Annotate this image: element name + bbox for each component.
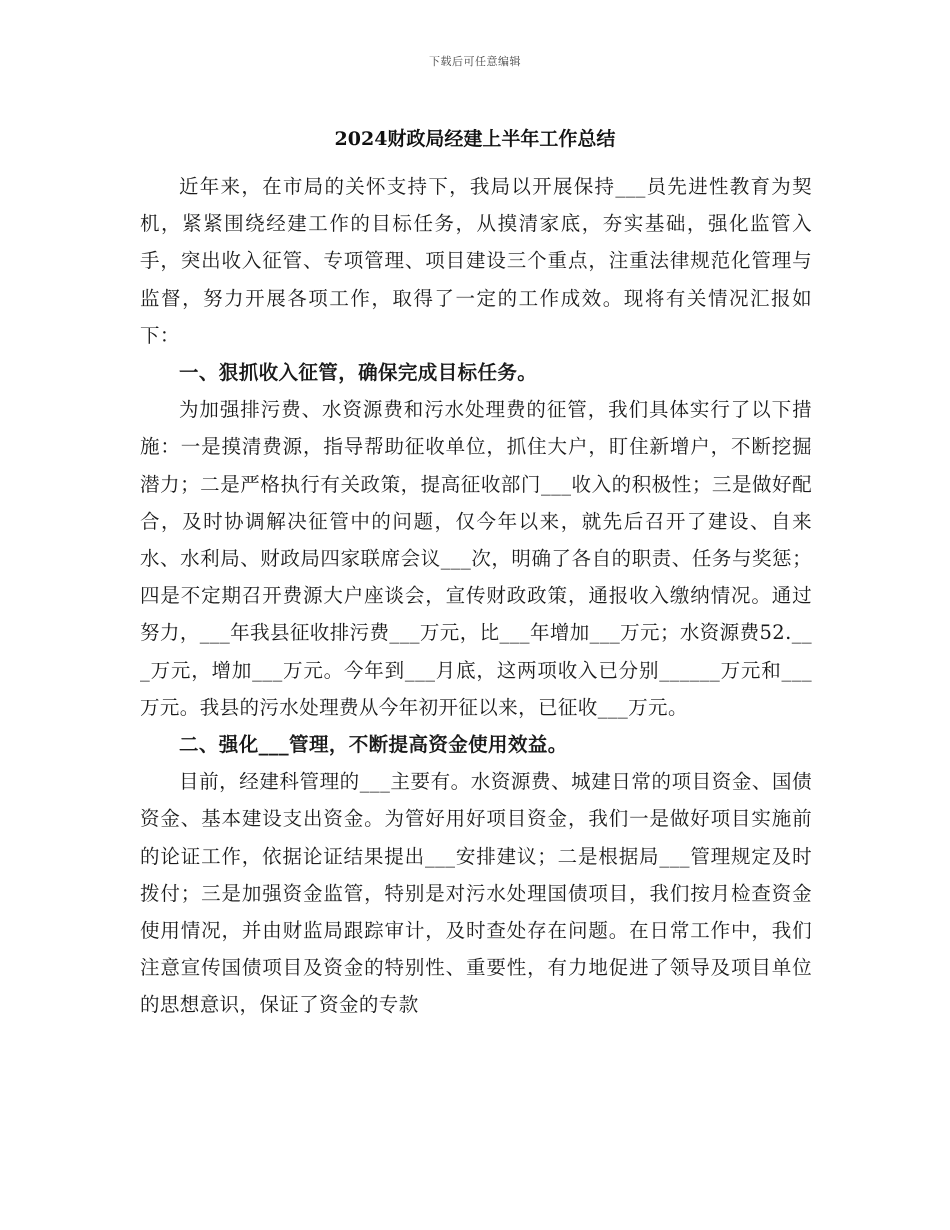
paragraph-section-1: 为加强排污费、水资源费和污水处理费的征管，我们具体实行了以下措施：一是摸清费源，指导帮助征收单位，抓住大户，盯住新增户，不断挖掘潜力；二是严格执行有关政策，提高征收部门___收入的积极性；三是做好配合，及时协调解决征管中的问题，仅今年以来，就先后召开了建设、自来水、水利局、财政局四家联席会议___次，明确了各自的职责、任务与奖惩；四是不定期召开费源大户座谈会，宣传财政政策，通报收入缴纳情况。通过努力，___年我县征收排污费___万元，比___年增加___万元；水资源费52.___万元，增加___万元。今年到___月底，这两项收入已分别______万元和___万元。我县的污水处理费从今年初开征以来，已征收___万元。 bbox=[140, 398, 812, 719]
paragraph-section-2: 目前，经建科管理的___主要有。水资源费、城建日常的项目资金、国债资金、基本建设支出资金。为管好用好项目资金，我们一是做好项目实施前的论证工作，依据论证结果提出___安排建议；二是根据局___管理规定及时拨付；三是加强资金监管，特别是对污水处理国债项目，我们按月检查资金使用情况，并由财监局跟踪审计，及时查处存在问题。在日常工作中，我们注意宣传国债项目及资金的特别性、重要性，有力地促进了领导及项目单位的思想意识，保证了资金的专款 bbox=[140, 770, 812, 1017]
section-heading-2: 二、强化___管理，不断提高资金使用效益。 bbox=[179, 733, 568, 757]
header-note: 下载后可任意编辑 bbox=[429, 55, 521, 68]
section-heading-1: 一、狠抓收入征管，确保完成目标任务。 bbox=[179, 361, 538, 385]
paragraph-intro: 近年来，在市局的关怀支持下，我局以开展保持___员先进性教育为契机，紧紧围绕经建工作的目标任务，从摸清家底，夯实基础，强化监管入手，突出收入征管、专项管理、项目建设三个重点，注重法律规范化管理与监督，努力开展各项工作，取得了一定的工作成效。现将有关情况汇报如下： bbox=[140, 175, 812, 347]
document-title: 2024财政局经建上半年工作总结 bbox=[334, 128, 616, 150]
document-body bbox=[140, 168, 812, 1024]
